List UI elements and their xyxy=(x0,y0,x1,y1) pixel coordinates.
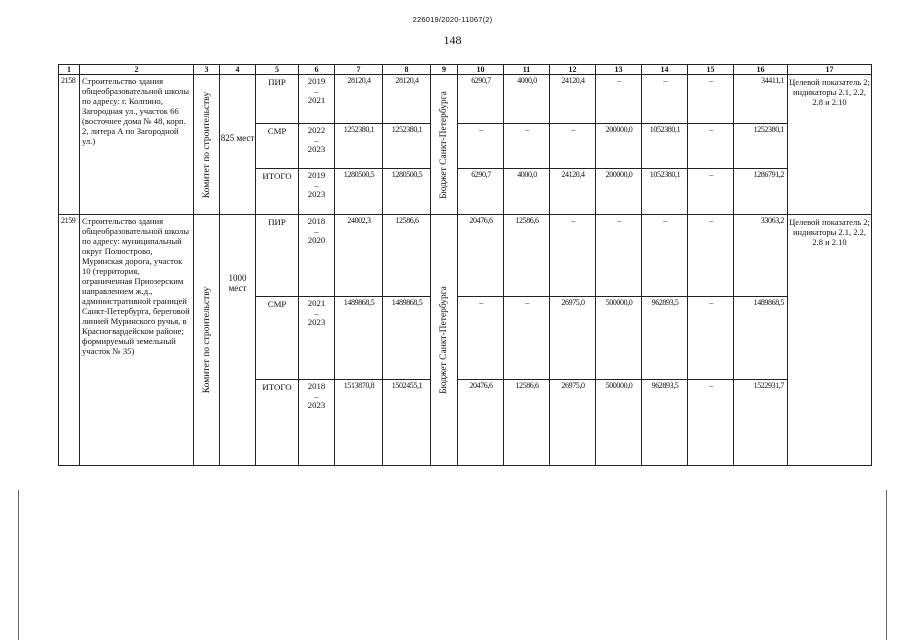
source-cell xyxy=(431,215,458,466)
col-header: 13 xyxy=(596,65,642,75)
capacity: 825 мест xyxy=(220,75,256,215)
value-cell: 1052380,1 xyxy=(642,169,688,215)
years: 2021 – 2023 xyxy=(299,297,335,380)
value-cell: 28120,4 xyxy=(335,75,383,124)
value-cell: – xyxy=(688,124,734,169)
stage: СМР xyxy=(256,297,299,380)
value-cell: 12586,6 xyxy=(383,215,431,297)
value-cell: 200000,0 xyxy=(596,124,642,169)
years: 2019 – 2021 xyxy=(299,75,335,124)
stage: ИТОГО xyxy=(256,380,299,466)
years: 2018 – 2023 xyxy=(299,380,335,466)
value-cell: 1513870,8 xyxy=(335,380,383,466)
value-cell: – xyxy=(642,75,688,124)
value-cell: 500000,0 xyxy=(596,297,642,380)
source-cell xyxy=(431,75,458,215)
value-cell: – xyxy=(688,169,734,215)
value-cell: 1489868,5 xyxy=(335,297,383,380)
value-cell: 1280500,5 xyxy=(383,169,431,215)
value-cell: 962893,5 xyxy=(642,297,688,380)
stage: ПИР xyxy=(256,215,299,297)
value-cell: 24120,4 xyxy=(550,75,596,124)
program-table xyxy=(58,64,872,466)
column-number-row xyxy=(59,65,872,75)
value-cell: 962893,5 xyxy=(642,380,688,466)
col-header: 16 xyxy=(734,65,788,75)
value-cell: 1489868,5 xyxy=(383,297,431,380)
document-id: 226019/2020-11067(2) xyxy=(412,15,493,24)
value-cell: 1052380,1 xyxy=(642,124,688,169)
value-cell: – xyxy=(688,297,734,380)
value-cell: 1280500,5 xyxy=(335,169,383,215)
col-header: 3 xyxy=(194,65,220,75)
value-cell: – xyxy=(596,75,642,124)
value-cell: 12586,6 xyxy=(504,215,550,297)
value-cell: 6290,7 xyxy=(458,169,504,215)
col-header: 10 xyxy=(458,65,504,75)
value-cell: – xyxy=(504,297,550,380)
value-cell: – xyxy=(504,124,550,169)
page-number: 148 xyxy=(443,33,462,47)
value-cell: – xyxy=(688,215,734,297)
value-cell: 33063,2 xyxy=(734,215,788,297)
capacity: 1000 мест xyxy=(220,215,256,466)
value-cell: 200000,0 xyxy=(596,169,642,215)
value-cell: 1522931,7 xyxy=(734,380,788,466)
value-cell: – xyxy=(550,124,596,169)
value-cell: 24120,4 xyxy=(550,169,596,215)
col-header: 11 xyxy=(504,65,550,75)
value-cell: 4000,0 xyxy=(504,169,550,215)
value-cell: 1286791,2 xyxy=(734,169,788,215)
col-header: 1 xyxy=(59,65,80,75)
col-header: 2 xyxy=(80,65,194,75)
stage: СМР xyxy=(256,124,299,169)
value-cell: 20476,6 xyxy=(458,215,504,297)
col-header: 9 xyxy=(431,65,458,75)
col-header: 6 xyxy=(299,65,335,75)
years: 2018 – 2020 xyxy=(299,215,335,297)
value-cell: 20476,6 xyxy=(458,380,504,466)
value-cell: 6290,7 xyxy=(458,75,504,124)
value-cell: 12586,6 xyxy=(504,380,550,466)
value-cell: – xyxy=(688,380,734,466)
value-cell: – xyxy=(596,215,642,297)
customer-label: Комитет по строительству xyxy=(201,91,212,198)
value-cell: 1252380,1 xyxy=(335,124,383,169)
col-header: 14 xyxy=(642,65,688,75)
col-header: 15 xyxy=(688,65,734,75)
source-label: Бюджет Санкт-Петербурга xyxy=(439,90,449,199)
record-number: 2159 xyxy=(59,215,80,466)
value-cell: – xyxy=(688,75,734,124)
col-header: 5 xyxy=(256,65,299,75)
value-cell: 1252380,1 xyxy=(734,124,788,169)
scan-edge-line xyxy=(18,490,19,640)
object-description: Строительство здания общеобразовательной школы по адресу: муниципальный округ Полюстрово, Муринская дорога, участок 10 (территория, ограниченная Приозерским направлением ж.д., административной границей Санкт-Петербурга, береговой линией Муринского ручья, в Красногвардейском районе; формируемый земельный участок № 35) xyxy=(80,215,194,466)
value-cell: 26975,0 xyxy=(550,380,596,466)
col-header: 12 xyxy=(550,65,596,75)
value-cell: – xyxy=(550,215,596,297)
value-cell: – xyxy=(458,297,504,380)
col-header: 8 xyxy=(383,65,431,75)
indicators: Целевой показатель 2; индикаторы 2.1, 2.2, 2.8 и 2.10 xyxy=(788,215,872,466)
customer-cell xyxy=(194,75,220,215)
value-cell: 28120,4 xyxy=(383,75,431,124)
value-cell: 500000,0 xyxy=(596,380,642,466)
value-cell: 34411,1 xyxy=(734,75,788,124)
value-cell: 1252380,1 xyxy=(383,124,431,169)
source-label: Бюджет Санкт-Петербурга xyxy=(439,286,449,394)
value-cell: 4000,0 xyxy=(504,75,550,124)
col-header: 7 xyxy=(335,65,383,75)
customer-label: Комитет по строительству xyxy=(201,286,212,394)
value-cell: – xyxy=(642,215,688,297)
value-cell: 24002,3 xyxy=(335,215,383,297)
value-cell: 1502455,1 xyxy=(383,380,431,466)
col-header: 4 xyxy=(220,65,256,75)
stage: ПИР xyxy=(256,75,299,124)
table-row xyxy=(59,215,872,297)
years: 2019 – 2023 xyxy=(299,169,335,215)
customer-cell xyxy=(194,215,220,466)
years: 2022 – 2023 xyxy=(299,124,335,169)
stage: ИТОГО xyxy=(256,169,299,215)
value-cell: 26975,0 xyxy=(550,297,596,380)
col-header: 17 xyxy=(788,65,872,75)
indicators: Целевой показатель 2; индикаторы 2.1, 2.2, 2.8 и 2.10 xyxy=(788,75,872,215)
scan-edge-line xyxy=(886,490,887,640)
value-cell: – xyxy=(458,124,504,169)
table-row xyxy=(59,75,872,124)
object-description: Строительство здания общеобразовательной школы по адресу: г. Колпино, Загородная ул., участок 66 (восточнее дома № 48, корп. 2, литера А по Загородной ул.) xyxy=(80,75,194,215)
record-number: 2158 xyxy=(59,75,80,215)
value-cell: 1489868,5 xyxy=(734,297,788,380)
